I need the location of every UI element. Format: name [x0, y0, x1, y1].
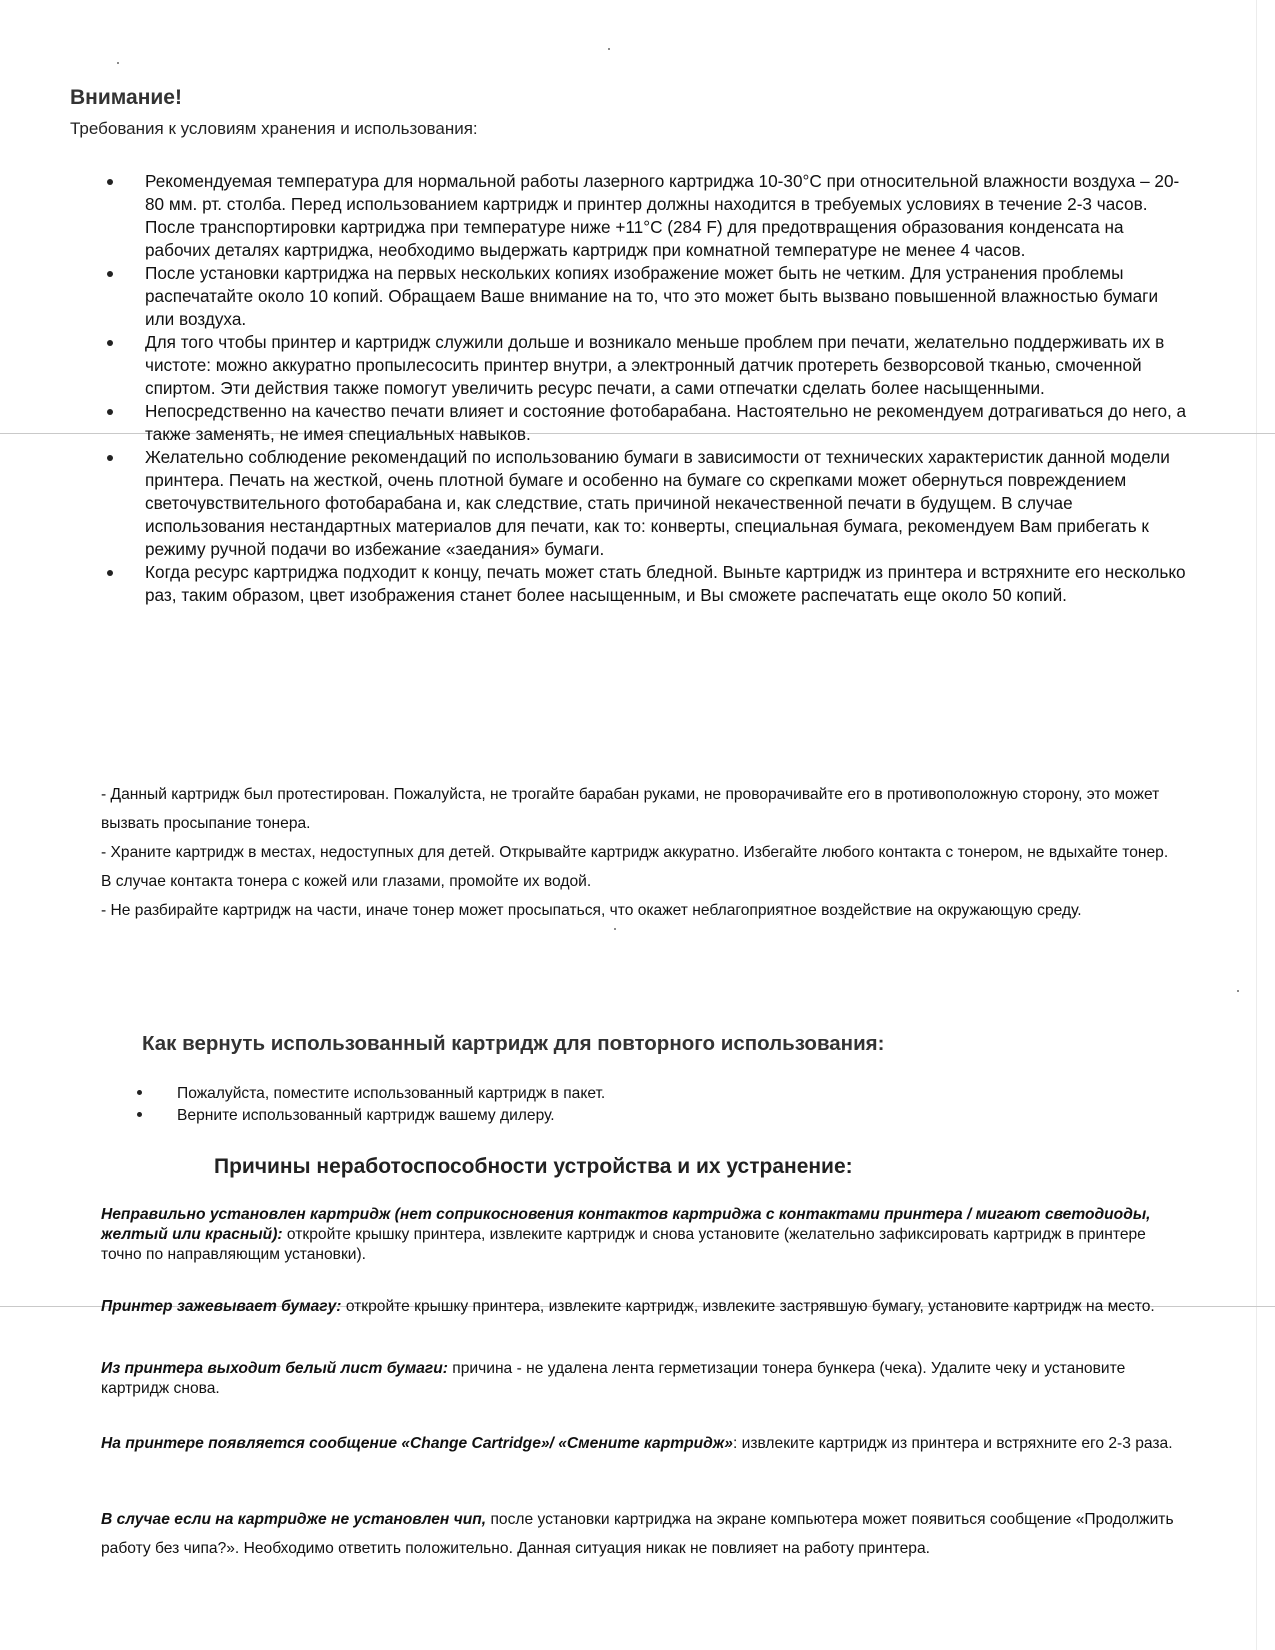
scan-speck [1237, 990, 1239, 992]
bullet-icon [107, 179, 113, 185]
return-step-text: Верните использованный картридж вашему дилеру. [177, 1107, 555, 1124]
requirements-list [107, 170, 1187, 607]
requirement-item [107, 561, 1187, 607]
scan-speck [614, 928, 616, 930]
safety-note: - Не разбирайте картридж на части, иначе тонер может просыпаться, что окажет неблагоприятное воздействие на окружающую среду. [101, 902, 1082, 919]
requirement-text: Для того чтобы принтер и картридж служили дольше и возникало меньше проблем при печати, желательно поддерживать их в чистоте: можно аккуратно пропылесосить принтер внутри, а электронный датчик протереть безворсовой тканью, смоченной спиртом. Эти действия также помогут увеличить ресурс печати, а сами отпечатки сделать более насыщенными. [145, 332, 1165, 398]
problem-label: В случае если на картридже не установлен чип, [101, 1511, 487, 1528]
return-step [137, 1105, 605, 1127]
solution-text: откройте крышку принтера, извлеките картридж и снова установите (желательно зафиксировать картридж в принтере точно по направляющим установки). [101, 1226, 1146, 1263]
problem-label: Принтер зажевывает бумагу: [101, 1298, 342, 1315]
scan-speck [117, 62, 119, 64]
scan-speck [608, 48, 610, 50]
troubleshooting-item [101, 1297, 1181, 1317]
troubleshooting-item [101, 1505, 1181, 1563]
requirement-text: Непосредственно на качество печати влияет и состояние фотобарабана. Настоятельно не рекомендуем дотрагиваться до него, а также заменять, не имея специальных навыков. [145, 401, 1187, 444]
return-steps-list [137, 1083, 605, 1127]
bullet-icon [107, 271, 113, 277]
safety-notes [101, 780, 1181, 925]
troubleshooting-item [101, 1205, 1181, 1265]
bullet-icon [137, 1090, 142, 1095]
problem-label: Из принтера выходит белый лист бумаги: [101, 1360, 448, 1377]
troubleshooting-item [101, 1429, 1181, 1458]
requirement-text: Когда ресурс картриджа подходит к концу, печать может стать бледной. Выньте картридж из принтера и встряхните его несколько раз, таким образом, цвет изображения станет более насыщенным, и Вы сможете распечатать еще около 50 копий. [145, 562, 1186, 605]
requirement-text: После установки картриджа на первых нескольких копиях изображение может быть не четким. Для устранения проблемы распечатайте около 10 копий. Обращаем Ваше внимание на то, что это может быть вызвано повышенной влажностью бумаги или воздуха. [145, 263, 1159, 329]
warning-title: Внимание! [70, 86, 182, 109]
return-step [137, 1083, 605, 1105]
requirement-item [107, 331, 1187, 400]
bullet-icon [107, 570, 113, 576]
requirement-item [107, 262, 1187, 331]
bullet-icon [107, 409, 113, 415]
requirement-text: Желательно соблюдение рекомендаций по использованию бумаги в зависимости от технических характеристик данной модели принтера. Печать на жесткой, очень плотной бумаге и особенно на бумаге со скрепками может обернуться повреждением светочувствительного фотобарабана и, как следствие, стать причиной некачественной печати в будущем. В случае использования нестандартных материалов для печати, как то: конверты, специальная бумага, рекомендуем Вам прибегать к режиму ручной подачи во избежание «заедания» бумаги. [145, 447, 1170, 559]
troubleshooting-item [101, 1359, 1181, 1399]
solution-text: причина - не удалена лента герметизации тонера бункера (чека). Удалите чеку и установите картридж снова. [101, 1360, 1126, 1397]
requirement-item [107, 446, 1187, 561]
solution-text: : извлеките картридж из принтера и встряхните его 2-3 раза. [732, 1435, 1173, 1452]
bullet-icon [107, 455, 113, 461]
safety-note: - Храните картридж в местах, недоступных для детей. Открывайте картридж аккуратно. Избегайте любого контакта с тонером, не вдыхайте тонер. В случае контакта тонера с кожей или глазами, промойте их водой. [101, 844, 1169, 890]
solution-text: откройте крышку принтера, извлеките картридж, извлеките застрявшую бумагу, установите картридж на место. [341, 1298, 1155, 1315]
return-section-title: Как вернуть использованный картридж для повторного использования: [142, 1032, 885, 1055]
return-step-text: Пожалуйста, поместите использованный картридж в пакет. [177, 1085, 606, 1102]
bullet-icon [107, 340, 113, 346]
requirement-text: Рекомендуемая температура для нормальной работы лазерного картриджа 10-30°С при относительной влажности воздуха – 20-80 мм. рт. столба. Перед использованием картридж и принтер должны находится в требуемых условиях в течение 2-3 часов. После транспортировки картриджа при температуре ниже +11°С (284 F) для предотвращения образования конденсата на рабочих деталях картриджа, необходимо выдержать картридж при комнатной температуре не менее 4 часов. [145, 171, 1180, 260]
problem-label: На принтере появляется сообщение «Change Cartridge»/ «Смените картридж» [101, 1435, 733, 1452]
solution-text: после установки картриджа на экране компьютера может появиться сообщение «Продолжить работу без чипа?». Необходимо ответить положительно. Данная ситуация никак не повлияет на работу принтера. [101, 1511, 1174, 1557]
causes-section-title: Причины неработоспособности устройства и их устранение: [214, 1155, 853, 1178]
bullet-icon [137, 1112, 142, 1117]
requirement-item [107, 170, 1187, 262]
safety-note: - Данный картридж был протестирован. Пожалуйста, не трогайте барабан руками, не проворачивайте его в противоположную сторону, это может вызвать просыпание тонера. [101, 786, 1160, 832]
problem-label: Неправильно установлен картридж (нет соприкосновения контактов картриджа с контактами принтера / мигают светодиоды, желтый или красный): [101, 1206, 1151, 1243]
warning-subtitle: Требования к условиям хранения и использования: [70, 119, 478, 138]
scan-edge-line [1256, 0, 1257, 1650]
requirement-item [107, 400, 1187, 446]
